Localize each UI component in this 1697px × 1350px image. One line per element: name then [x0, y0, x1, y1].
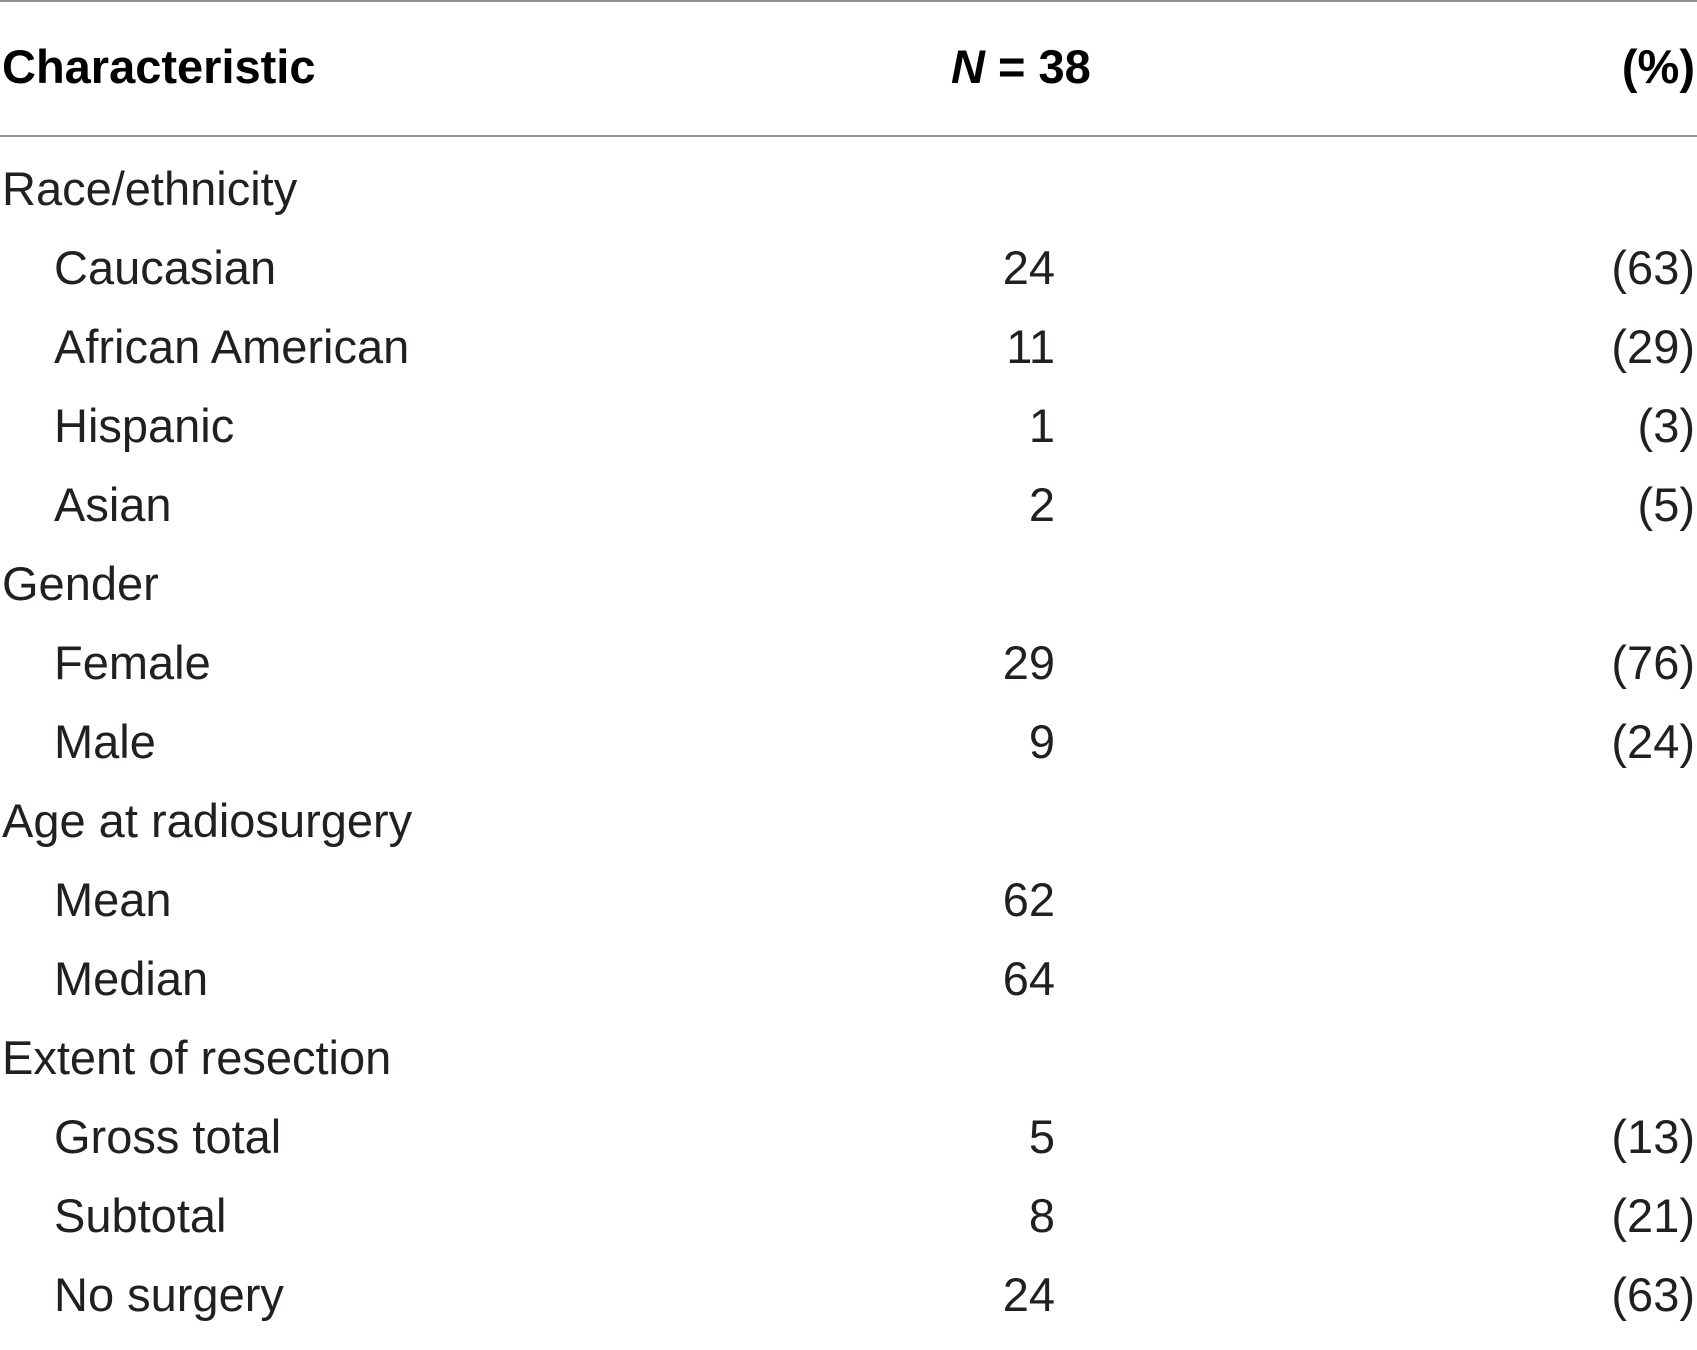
row-count: 24	[1002, 241, 1055, 294]
header-percent: (%)	[1621, 40, 1695, 93]
row-count: 9	[1028, 715, 1055, 768]
table-row	[0, 1268, 1697, 1350]
table-row	[0, 1189, 1697, 1271]
row-count: 64	[1002, 952, 1055, 1005]
row-count: 29	[1002, 636, 1055, 689]
row-count: 1	[1028, 399, 1055, 452]
row-label: African American	[54, 320, 410, 373]
group-label: Age at radiosurgery	[2, 794, 413, 847]
table-group-row	[0, 794, 1697, 876]
row-label: Subtotal	[54, 1189, 227, 1242]
table-row	[0, 241, 1697, 323]
row-percent: (63)	[1611, 1268, 1695, 1321]
table-row	[0, 478, 1697, 560]
table-row	[0, 636, 1697, 718]
row-percent: (5)	[1637, 478, 1695, 531]
table-row	[0, 1110, 1697, 1192]
row-label: No surgery	[54, 1268, 284, 1321]
row-label: Gross total	[54, 1110, 282, 1163]
row-label: Median	[54, 952, 209, 1005]
row-percent: (21)	[1611, 1189, 1695, 1242]
table-row	[0, 715, 1697, 797]
row-count: 5	[1028, 1110, 1055, 1163]
row-percent: (76)	[1611, 636, 1695, 689]
group-label: Gender	[2, 557, 159, 610]
table-row	[0, 873, 1697, 955]
group-label: Extent of resection	[2, 1031, 392, 1084]
row-percent: (29)	[1611, 320, 1695, 373]
table-header	[0, 0, 1697, 135]
row-count: 2	[1028, 478, 1055, 531]
row-count: 24	[1002, 1268, 1055, 1321]
row-label: Caucasian	[54, 241, 277, 294]
table-group-row	[0, 162, 1697, 244]
table-row	[0, 399, 1697, 481]
row-label: Asian	[54, 478, 172, 531]
row-label: Hispanic	[54, 399, 235, 452]
row-label: Male	[54, 715, 156, 768]
table-group-row	[0, 557, 1697, 639]
row-percent: (13)	[1611, 1110, 1695, 1163]
table-row	[0, 952, 1697, 1034]
table-row	[0, 320, 1697, 402]
row-count: 8	[1028, 1189, 1055, 1242]
header-rule	[0, 135, 1697, 137]
row-label: Mean	[54, 873, 172, 926]
header-characteristic: Characteristic	[2, 40, 316, 93]
row-percent: (24)	[1611, 715, 1695, 768]
row-percent: (3)	[1637, 399, 1695, 452]
row-label: Female	[54, 636, 211, 689]
row-count: 11	[1006, 320, 1055, 373]
row-percent: (63)	[1611, 241, 1695, 294]
header-n-symbol: N	[951, 40, 985, 93]
header-n-value: = 38	[984, 40, 1091, 93]
table-group-row	[0, 1031, 1697, 1113]
group-label: Race/ethnicity	[2, 162, 298, 215]
header-sample-size	[951, 40, 1091, 93]
row-count: 62	[1002, 873, 1055, 926]
